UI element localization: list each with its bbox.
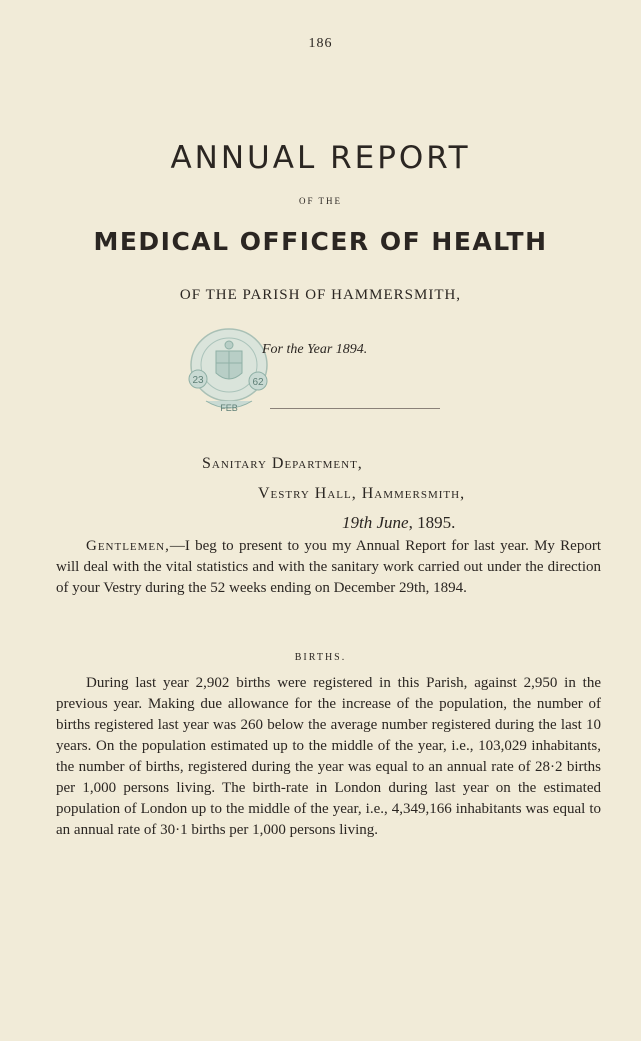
- letter-date: [342, 513, 455, 533]
- stamp-year: 62: [252, 377, 264, 388]
- report-title: ANNUAL REPORT: [170, 140, 471, 176]
- report-year: For the Year 1894.: [262, 342, 368, 357]
- date-day: 19th June: [342, 513, 409, 532]
- address-line-1: Sanitary Department,: [202, 455, 363, 472]
- page-number: 186: [308, 36, 333, 51]
- intro-text: —I beg to present to you my Annual Report for last year. My Report will deal with the vital statistics and with the sanitary work carried out under the direction of your Vestry during the 52 weeks ending on December 29th, 1894.: [56, 538, 601, 596]
- of-the-line: OF THE: [298, 196, 343, 206]
- salutation: Gentlemen,: [86, 538, 170, 554]
- address-line-2: Vestry Hall, Hammersmith,: [258, 485, 466, 502]
- report-subtitle: MEDICAL OFFICER OF HEALTH: [93, 227, 548, 256]
- divider-rule: [270, 408, 440, 409]
- parish-line: OF THE PARISH OF HAMMERSMITH,: [179, 287, 462, 303]
- births-heading: BIRTHS.: [294, 652, 347, 663]
- stamp-month: FEB: [220, 403, 238, 413]
- library-stamp: [186, 321, 272, 419]
- date-year: , 1895.: [408, 513, 456, 532]
- intro-paragraph: [56, 536, 601, 599]
- births-paragraph: During last year 2,902 births were registered in this Parish, against 2,950 in the previous year. Making due allowance for the increase of the population, the number of births registered last year was 260 below the average number registered during the last 10 years. On the population estimated up to the middle of the year, i.e., 103,029 inhabitants, the number of births, registered during the year was equal to an annual rate of 28·2 births per 1,000 persons living. The birth-rate in London during last year on the estimated population of London up to the middle of the year, i.e., 4,349,166 inhabitants was equal to an annual rate of 30·1 births per 1,000 persons living.: [56, 675, 601, 838]
- stamp-day: 23: [192, 375, 204, 386]
